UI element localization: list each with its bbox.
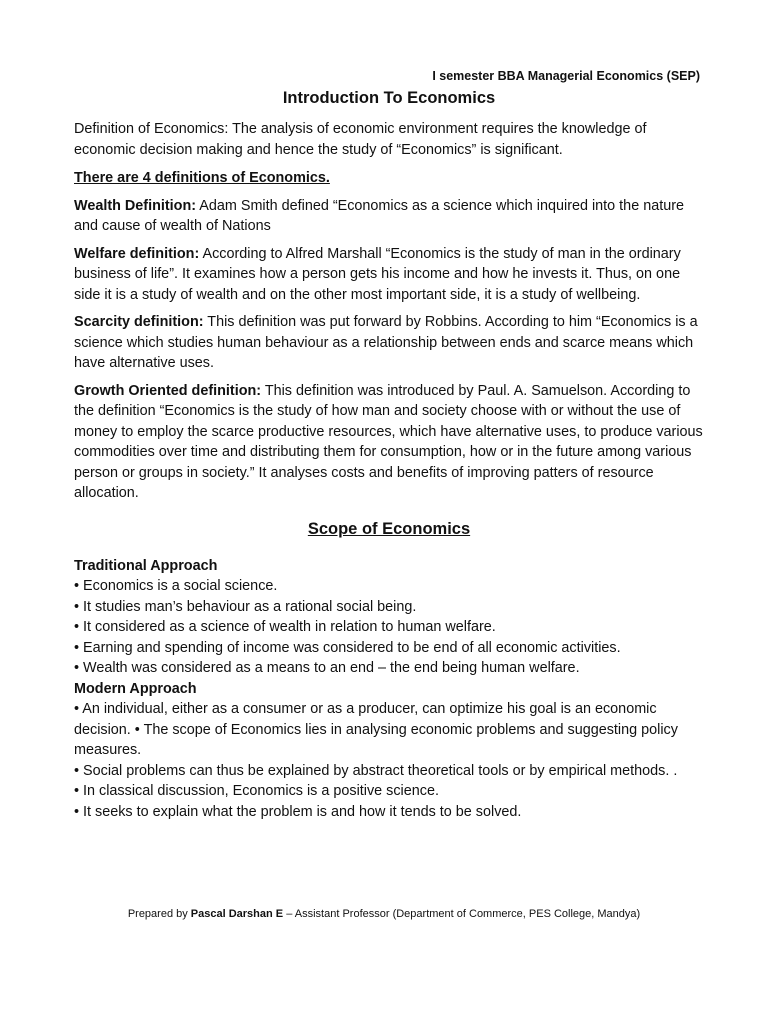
definition-text: This definition was put forward by Robbins. According to him “Economics is a science which studies human behaviour as a relationship between ends and scarce means which have alternative uses. — [74, 314, 698, 371]
list-item: • In classical discussion, Economics is a positive science. — [74, 783, 439, 799]
list-item: • Earning and spending of income was considered to be end of all economic activities. — [74, 639, 621, 656]
definition-text: Adam Smith defined “Economics as a science which inquired into the nature and cause of wealth of Nations — [74, 197, 684, 234]
definition-wealth — [74, 196, 704, 237]
page-footer — [0, 908, 768, 920]
scope-heading: Scope of Economics — [307, 519, 471, 538]
definition-term: Welfare definition: — [74, 245, 200, 262]
footer-suffix: – Assistant Professor (Department of Commerce, PES College, Mandya) — [283, 908, 641, 920]
definition-scarcity — [74, 312, 704, 374]
list-item: • Economics is a social science. — [74, 578, 278, 594]
list-item: • It seeks to explain what the problem is and how it tends to be solved. — [74, 803, 522, 820]
intro-paragraph: Definition of Economics: The analysis of economic environment requires the knowledge of economic decision making and hence the study of “Economics” is significant. — [74, 121, 647, 158]
definition-text: This definition was introduced by Paul. A. Samuelson. According to the definition “Economics is the study of how man and society choose with or without the use of money to employ the scarce productive resources, which have alternative uses, to produce various commodities over time and distributing them for consumption, how or in the future among various person or groups in society.” It analyses costs and benefits of improving patters of resource allocation. — [74, 382, 703, 501]
list-item: • Social problems can thus be explained by abstract theoretical tools or by empirical methods. . — [74, 762, 678, 779]
definition-term: Growth Oriented definition: — [74, 382, 262, 399]
list-item: • It considered as a science of wealth in relation to human welfare. — [74, 619, 496, 635]
definition-term: Scarcity definition: — [74, 314, 204, 330]
footer-author: Pascal Darshan E — [190, 908, 284, 920]
list-item: • It studies man’s behaviour as a rational social being. — [74, 598, 417, 615]
definition-growth — [74, 381, 704, 504]
list-item: • An individual, either as a consumer or as a producer, can optimize his goal is an economic decision. • The scope of Economics lies in analysing economic problems and suggesting policy measures. — [74, 701, 678, 758]
definition-welfare — [74, 244, 704, 306]
definitions-heading: There are 4 definitions of Economics. — [74, 170, 330, 186]
course-header: I semester BBA Managerial Economics (SEP) — [432, 69, 700, 83]
modern-approach-heading: Modern Approach — [74, 680, 197, 697]
page-title: Introduction To Economics — [282, 89, 496, 107]
document-page — [74, 68, 704, 822]
definition-term: Wealth Definition: — [74, 197, 197, 214]
list-item: • Wealth was considered as a means to an end – the end being human welfare. — [74, 660, 580, 676]
footer-prefix: Prepared by — [127, 908, 191, 920]
traditional-approach-heading: Traditional Approach — [74, 557, 218, 574]
definition-text: According to Alfred Marshall “Economics is the study of man in the ordinary business of life”. It examines how a person gets his income and how he invests it. Thus, on one side it is a study of wealth and on the other most important side, it is a study of wellbeing. — [74, 245, 681, 303]
